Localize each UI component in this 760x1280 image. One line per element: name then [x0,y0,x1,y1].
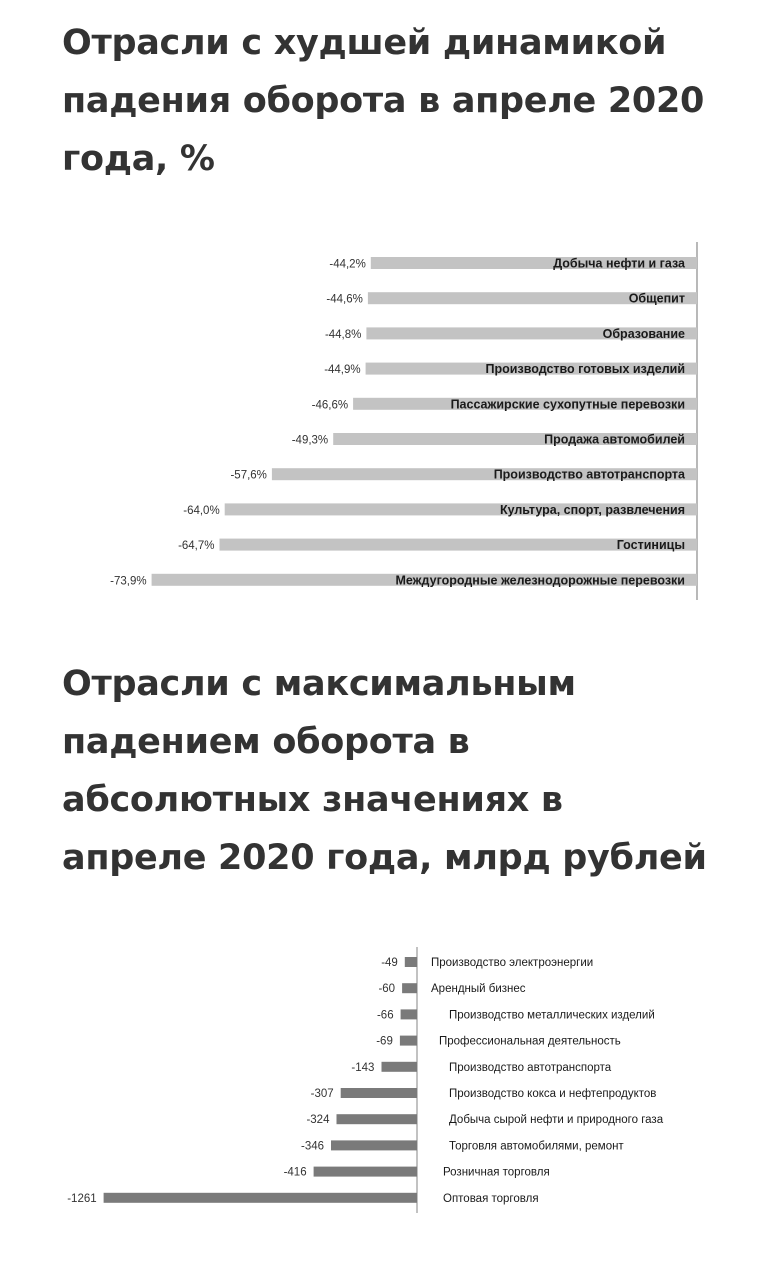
chart2-bar [337,1114,418,1124]
chart1-value-label: -64,7% [178,540,215,553]
chart2-bar [400,1036,417,1046]
chart2-plot [0,945,760,1225]
chart1-category-label: Гостиницы [616,538,685,553]
chart2-category-label: Производство электроэнергии [431,957,594,969]
chart2-category-label: Производство кокса и нефтепродуктов [449,1088,657,1100]
chart1-value-label: -44,9% [324,364,361,377]
chart1-title-line: Отрасли с худшей динамикой [62,23,667,63]
chart2-bar [402,983,417,993]
chart1-category-label: Общепит [628,291,685,306]
chart2-category-label: Добыча сырой нефти и природного газа [449,1114,664,1127]
chart1-category-label: Культура, спорт, развлечения [499,502,685,517]
chart2-value-label: -346 [300,1140,325,1153]
chart2-value-label: -49 [381,957,398,969]
chart1-category-label: Междугородные железнодорожные перевозки [395,573,685,588]
chart1-category-label: Производство готовых изделий [485,362,685,377]
chart1-value-label: -64,0% [183,504,220,517]
chart2-category-label: Арендный бизнес [431,983,526,996]
chart2-bar [401,1009,417,1019]
chart2-category-label: Розничная торговля [443,1166,550,1179]
chart2-category-label: Производство автотранспорта [449,1061,612,1074]
chart2-category-label: Производство металлических изделий [449,1009,655,1022]
chart1-value-label: -44,6% [326,293,363,306]
chart1-value-label: -57,6% [230,469,267,482]
chart1-plot [0,240,760,610]
chart1-title-line: года, % [62,139,215,179]
chart2-title [62,655,707,887]
chart2-value-label: -307 [310,1088,334,1100]
chart2-title-line: абсолютных значениях в [62,780,563,820]
chart2-title-line: апреле 2020 года, млрд рублей [62,838,707,878]
chart2-value-label: -416 [283,1166,307,1179]
chart2-bar [382,1062,418,1072]
chart2-bar [405,957,417,967]
chart2-value-label: -69 [376,1035,393,1048]
chart1-title [62,14,722,188]
chart2-category-label: Оптовая торговля [443,1192,539,1205]
chart2-category-label: Торговля автомобилями, ремонт [449,1140,624,1153]
chart1-value-label: -49,3% [291,434,329,447]
chart1-category-label: Образование [602,326,685,341]
chart1-value-label: -44,2% [329,258,366,271]
chart2-value-label: -60 [378,983,396,996]
chart2-value-label: -66 [376,1009,394,1022]
chart1-title-line: падения оборота в апреле 2020 [62,81,705,121]
chart2-bar [331,1140,417,1150]
chart1-category-label: Добыча нефти и газа [553,256,685,271]
chart2-value-label: -1261 [67,1192,97,1205]
chart1-value-label: -44,8% [324,328,362,341]
chart1-value-label: -73,9% [110,575,147,588]
chart2-title-line: падением оборота в [62,722,470,762]
chart2-value-label: -324 [306,1114,330,1127]
chart2-bar [341,1088,417,1098]
chart2-value-label: -143 [351,1061,375,1074]
chart2-title-line: Отрасли с максимальным [62,664,576,704]
chart2-category-label: Профессиональная деятельность [439,1035,621,1048]
chart1-value-label: -46,6% [311,399,349,412]
chart2-bar [104,1193,417,1203]
chart1-category-label: Производство автотранспорта [493,467,685,482]
chart2-bar [314,1167,417,1177]
chart1-category-label: Продажа автомобилей [544,432,685,447]
chart1-category-label: Пассажирские сухопутные перевозки [450,397,685,412]
